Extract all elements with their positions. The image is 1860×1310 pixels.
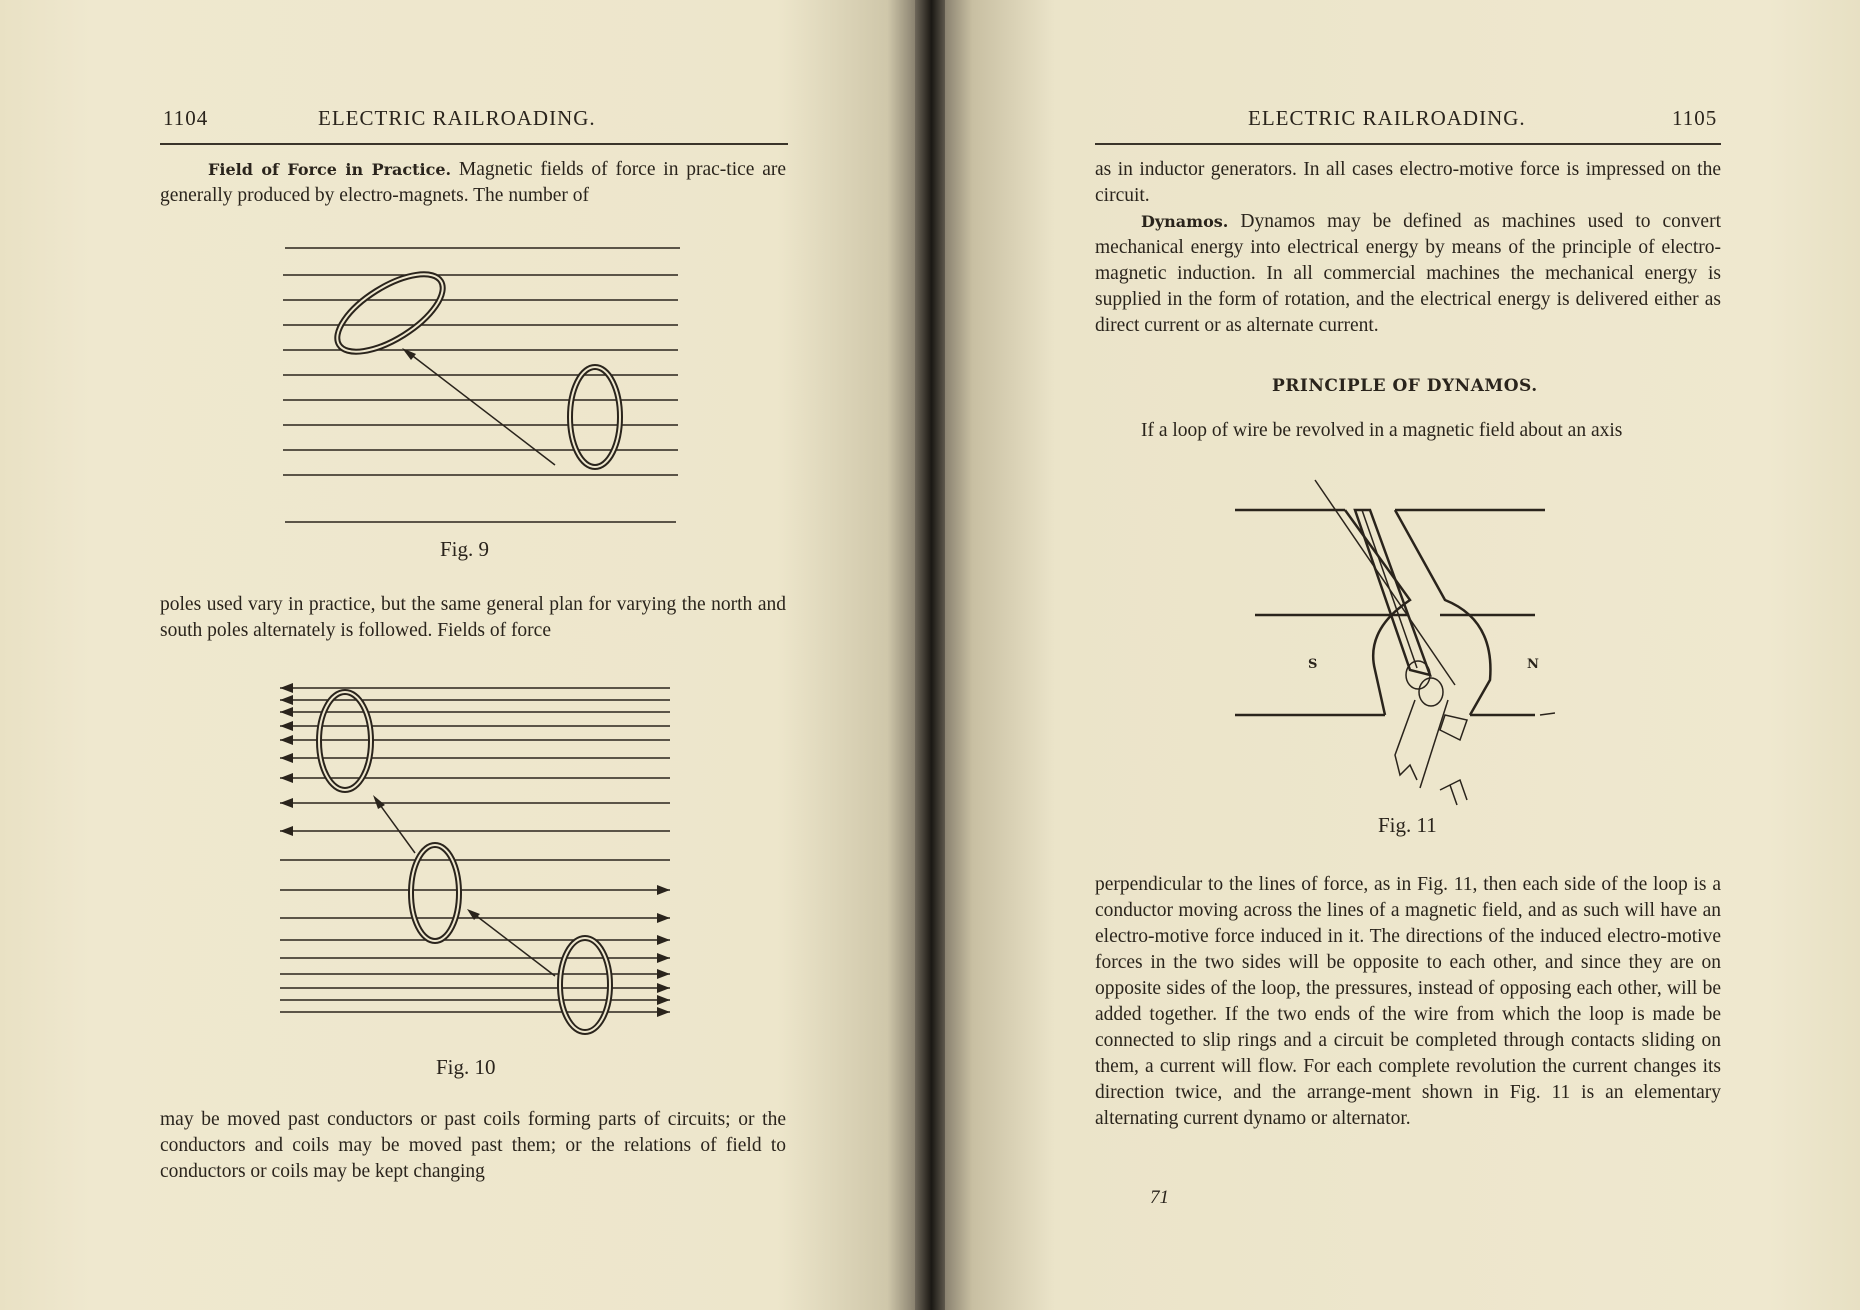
fig11-pole-n: N [1527, 657, 1540, 672]
fig9-caption: Fig. 9 [440, 537, 490, 561]
fig11-caption: Fig. 11 [1378, 813, 1437, 837]
left-page [0, 0, 915, 1310]
fig11-diagram [1235, 470, 1555, 820]
right-paragraph-3 [1095, 418, 1721, 444]
fig9-diagram [280, 240, 680, 530]
book-gutter [915, 0, 945, 1310]
right-header-rule [1095, 143, 1721, 145]
left-header-rule [160, 143, 788, 145]
left-running-head: ELECTRIC RAILROADING. [318, 106, 596, 130]
left-runin-heading: Field of Force in Practice. [208, 160, 452, 179]
left-paragraph-2 [160, 592, 786, 644]
fig11-pole-s: S [1308, 657, 1318, 672]
right-paragraph-2 [1095, 209, 1721, 339]
right-running-head: ELECTRIC RAILROADING. [1248, 106, 1526, 130]
right-paragraph-4-text: perpendicular to the lines of force, as in Fig. 11, then each side of the loop is a conductor moving across the lines of a magnetic field, and as such will have an electro-motive force induced in it. The directions of the induced electro-motive forces in the two sides will be opposite to each other, and since they are on opposite sides of the loop, the pressures, instead of opposing each other, will be added together. If the two ends of the wire from which the loop is made be connected to slip rings and a circuit be completed through contacts sliding on them, a current will flow. For each complete revolution the current changes its direction twice, and the arrange-ment shown in Fig. 11 is an elementary alternating current dynamo or alternator. [1095, 874, 1721, 1129]
left-paragraph-2-text: poles used vary in practice, but the same general plan for varying the north and south poles alternately is followed. Fields of force [160, 594, 786, 641]
left-paragraph-3-text: may be moved past conductors or past coils forming parts of circuits; or the conductors and coils may be moved past them; or the relations of field to conductors or coils may be kept changing [160, 1109, 786, 1182]
right-paragraph-3-text: If a loop of wire be revolved in a magnetic field about an axis [1141, 420, 1623, 441]
fig10-caption: Fig. 10 [436, 1055, 496, 1079]
signature-mark: 71 [1150, 1187, 1169, 1208]
right-paragraph-2-text: Dynamos may be defined as machines used to convert mechanical energy into electrical energy by means of the principle of electro-magnetic induction. In all commercial machines the mechanical energy is supplied in the form of rotation, and the electrical energy is delivered either as direct current or as alternate current. [1095, 211, 1721, 336]
right-runin-heading: Dynamos. [1141, 212, 1229, 231]
left-page-number: 1104 [163, 106, 209, 130]
left-paragraph-1 [160, 157, 786, 209]
right-page-number: 1105 [1672, 106, 1718, 130]
right-paragraph-1 [1095, 157, 1721, 209]
right-paragraph-1-text: as in inductor generators. In all cases electro-motive force is impressed on the circuit. [1095, 159, 1721, 206]
right-page [945, 0, 1860, 1310]
right-paragraph-4 [1095, 872, 1721, 1132]
left-paragraph-1-text: Magnetic fields of force in prac-tice are generally produced by electro-magnets. The number of [160, 159, 787, 206]
left-paragraph-3 [160, 1107, 786, 1185]
section-heading: PRINCIPLE OF DYNAMOS. [1272, 376, 1538, 396]
fig10-diagram [275, 678, 675, 1048]
